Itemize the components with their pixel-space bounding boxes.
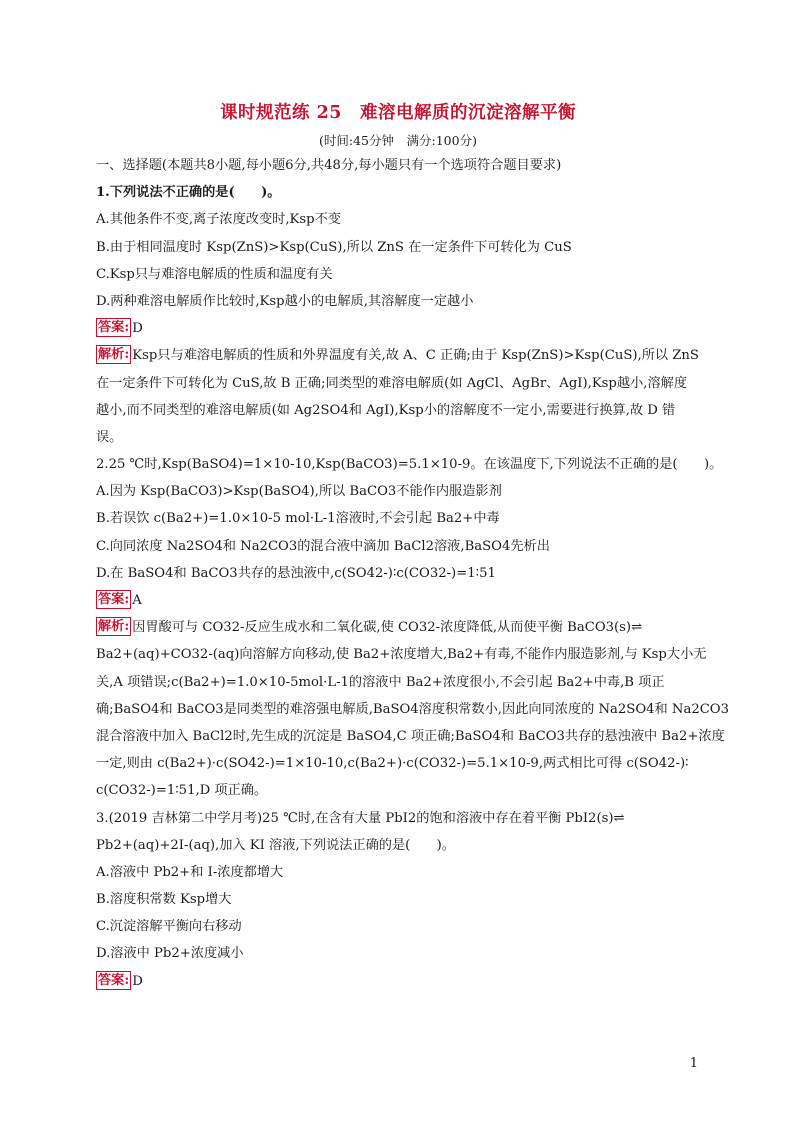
- q3-option-c: C.沉淀溶解平衡向右移动: [96, 919, 242, 935]
- q1-analysis-line: 在一定条件下可转化为 CuS,故 B 正确;同类型的难溶电解质(如 AgCl、AgBr、AgI),Ksp越小,溶解度: [96, 375, 688, 391]
- answer-label: 答案:: [98, 320, 130, 336]
- q1-stem: 1.下列说法不正确的是( )。: [96, 185, 281, 201]
- q1-option-b: B.由于相同温度时 Ksp(ZnS)>Ksp(CuS),所以 ZnS 在一定条件下可转化为 CuS: [96, 239, 572, 255]
- q1-analysis-line: Ksp只与难溶电解质的性质和外界温度有关,故 A、C 正确;由于 Ksp(ZnS)>Ksp(CuS),所以 ZnS: [132, 348, 699, 364]
- q2-analysis-line: 关,A 项错误;c(Ba2+)=1.0×10-5mol·L-1的溶液中 Ba2+浓度很小,不会引起 Ba2+中毒,B 项正: [96, 674, 665, 690]
- q1-option-c: C.Ksp只与难溶电解质的性质和温度有关: [96, 266, 333, 282]
- q3-option-a: A.溶液中 Pb2+和 I-浓度都增大: [96, 864, 284, 880]
- q2-analysis-line: 一定,则由 c(Ba2+)·c(SO42-)=1×10-10,c(Ba2+)·c(CO32-)=5.1×10-9,两式相比可得 c(SO42-)∶: [96, 756, 689, 772]
- q2-analysis-line: Ba2+(aq)+CO32-(aq)向溶解方向移动,使 Ba2+浓度增大,Ba2+有毒,不能作内服造影剂,与 Ksp大小无: [96, 647, 707, 663]
- q2-analysis-line: 混合溶液中加入 BaCl2时,先生成的沉淀是 BaSO4,C 项正确;BaSO4和 BaCO3共存的悬浊液中 Ba2+浓度: [96, 728, 725, 744]
- q2-option-d: D.在 BaSO4和 BaCO3共存的悬浊液中,c(SO42-)∶c(CO32-)=1∶51: [96, 565, 496, 581]
- analysis-label: 解析:: [98, 619, 130, 635]
- q3-option-b: B.溶度积常数 Ksp增大: [96, 892, 232, 908]
- q3-answer: D: [132, 973, 143, 989]
- q2-answer: A: [132, 593, 142, 608]
- q1-option-a: A.其他条件不变,离子浓度改变时,Ksp不变: [96, 212, 341, 228]
- q1-option-d: D.两种难溶电解质作比较时,Ksp越小的电解质,其溶解度一定越小: [96, 293, 474, 309]
- q1-analysis-row: [96, 342, 700, 369]
- q3-option-d: D.溶液中 Pb2+浓度减小: [96, 946, 244, 962]
- page-subtitle: (时间:45分钟 满分:100分): [319, 133, 477, 148]
- answer-label: 答案:: [98, 592, 130, 607]
- q1-analysis-line: 越小,而不同类型的难溶电解质(如 Ag2SO4和 AgI),Ksp小的溶解度不一定小,需要进行换算,故 D 错: [96, 402, 676, 418]
- answer-label: 答案:: [98, 972, 130, 988]
- q2-option-b: B.若误饮 c(Ba2+)=1.0×10-5 mol·L-1溶液时,不会引起 Ba2+中毒: [96, 511, 500, 527]
- q1-answer: D: [132, 321, 143, 337]
- section-heading: 一、选择题(本题共8小题,每小题6分,共48分,每小题只有一个选项符合题目要求): [96, 158, 562, 173]
- document-page: [96, 92, 729, 995]
- q3-answer-row: [96, 968, 700, 995]
- q2-option-c: C.向同浓度 Na2SO4和 Na2CO3的混合液中滴加 BaCl2溶液,BaSO4先析出: [96, 538, 550, 554]
- q2-option-a: A.因为 Ksp(BaCO3)>Ksp(BaSO4),所以 BaCO3不能作内服造影剂: [96, 484, 502, 500]
- page-number: 1: [689, 1056, 698, 1071]
- q2-answer-row: [96, 587, 700, 614]
- analysis-label: 解析:: [98, 347, 130, 363]
- q2-analysis-row: [96, 614, 700, 641]
- q1-answer-row: [96, 315, 700, 342]
- q3-stem-line: 3.(2019 吉林第二中学月考)25 ℃时,在含有大量 PbI2的饱和溶液中存在着平衡 PbI2(s)⇌: [96, 810, 625, 826]
- q2-analysis-line: 因胃酸可与 CO32-反应生成水和二氧化碳,使 CO32-浓度降低,从而使平衡 BaCO3(s)⇌: [132, 620, 643, 636]
- q1-analysis-line: 误。: [96, 429, 123, 445]
- q2-analysis-line: c(CO32-)=1∶51,D 项正确。: [96, 783, 268, 799]
- page-title: 课时规范练 25 难溶电解质的沉淀溶解平衡: [220, 103, 576, 123]
- q2-analysis-line: 确;BaSO4和 BaCO3是同类型的难溶强电解质,BaSO4溶度积常数小,因此向同浓度的 Na2SO4和 Na2CO3: [96, 701, 729, 717]
- q2-stem: 2.25 ℃时,Ksp(BaSO4)=1×10-10,Ksp(BaCO3)=5.1×10-9。在该温度下,下列说法不正确的是( )。: [96, 457, 723, 473]
- q3-stem-line: Pb2+(aq)+2I-(aq),加入 KI 溶液,下列说法正确的是( )。: [96, 837, 455, 853]
